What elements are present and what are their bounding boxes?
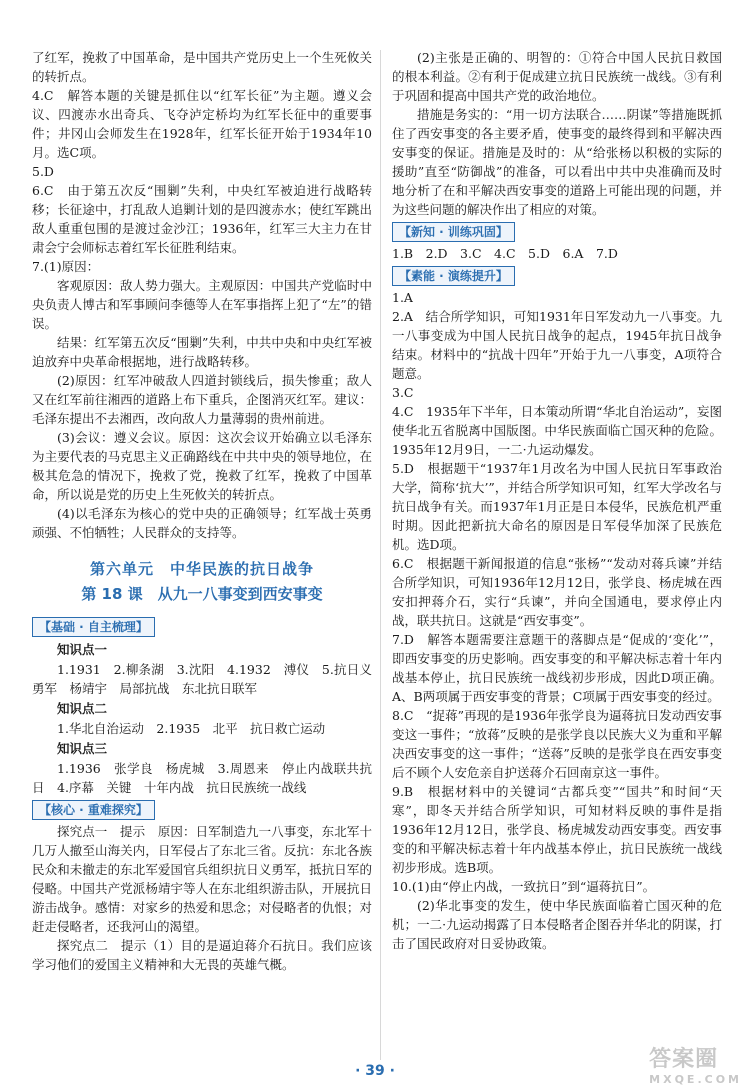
section-tag-core: 【核心 · 重难探究】 (32, 800, 155, 820)
section-tag-practice: 【新知 · 训练巩固】 (392, 222, 515, 242)
answer-line: 2.A 结合所学知识，可知1931年日军发动九一八事变。九一八事变成为中国人民抗日战争的起点，1945年抗日战争结束。材料中的“抗战十四年”开始于九一八事变，A项符合题意。 (392, 309, 722, 381)
answer-line: 7.D 解答本题需要注意题干的落脚点是“促成的‘变化’”，即西安事变的历史影响。西安事变的和平解决标志着十年内战基本停止，抗日民族统一战线初步形成，因此D项正确。A、B两项属于西安事变的背景；C项属于西安事变的经过。 (392, 632, 722, 704)
exploration-answer: 探究点二 提示（1）目的是逼迫蒋介石抗日。我们应该学习他们的爱国主义精神和大无畏的英雄气概。 (32, 938, 372, 972)
knowledge-point-answers: 1.华北自治运动 2.1935 北平 抗日救亡运动 (57, 721, 326, 736)
knowledge-point-heading: 知识点三 (57, 741, 108, 756)
section-tag-basic: 【基础 · 自主梳理】 (32, 617, 155, 637)
answer-line: 措施是务实的：“用一切方法联合……阴谋”等措施既抓住了西安事变的各主要矛盾，使事变的最终得到和平解决西安事变的保证。措施是及时的：从“给张杨以积极的实际的援助”直至“防御战”的准备，可以看出中共中央准确而及时地分析了在和平解决西安事变的道路上可能出现的问题，并为这些问题的解决作出了相应的对策。 (392, 107, 722, 217)
watermark-logo (649, 1042, 742, 1086)
answer-line: (4)以毛泽东为核心的党中央的正确领导；红军战士英勇顽强、不怕牺牲；人民群众的支持等。 (32, 506, 372, 540)
knowledge-point-answers: 1.1931 2.柳条湖 3.沈阳 4.1932 溥仪 5.抗日义勇军 杨靖宇 局部抗战 东北抗日联军 (32, 662, 372, 696)
left-column (32, 48, 372, 974)
answer-line: 5.D (32, 164, 54, 179)
lesson-title: 第 18 课 从九一八事变到西安事变 (81, 585, 323, 603)
answer-line: 5.D 根据题干“1937年1月改名为中国人民抗日军事政治大学，简称‘抗大’”，并结合所学知识可知，红军大学改名与抗日战争有关。而1937年1月正是日本侵华，民族危机严重时期。因此把新抗大命名的原因是日军侵华加深了民族危机。选D项。 (392, 461, 722, 552)
exploration-answer: 探究点一 提示 原因：日军制造九一八事变，东北军十几万人撤至山海关内，日军侵占了东北三省。反抗：东北各族民众和未撤走的东北军爱国官兵组织抗日义勇军，抵抗日军的侵略。中国共产党派杨靖宇等人在东北组织游击队，开展抗日游击战争。感情：对家乡的热爱和思念；对侵略者的仇恨；对赶走侵略者，还我河山的渴望。 (32, 824, 372, 934)
answer-line: (3)会议：遵义会议。原因：这次会议开始确立以毛泽东为主要代表的马克思主义正确路线在中共中央的领导地位，在极其危急的情况下，挽救了党，挽救了红军，挽救了中国革命，所以说是党的历史上生死攸关的转折点。 (32, 430, 372, 502)
answer-line: 客观原因：敌人势力强大。主观原因：中国共产党临时中央负责人博古和军事顾问李德等人在军事指挥上犯了“左”的错误。 (32, 278, 372, 331)
watermark-text: 答案圈 (649, 1047, 719, 1072)
knowledge-point-heading: 知识点一 (57, 642, 108, 657)
answer-line: 10.(1)由“停止内战，一致抗日”到“逼蒋抗日”。 (392, 879, 656, 894)
answer-line: 9.B 根据材料中的关键词“古都兵变”“国共”和时间“天寒”，即冬天并结合所学知识，可知材料反映的事件是指1936年12月12日，张学良、杨虎城发动西安事变。西安事变的和平解决标志着十年内战基本停止，抗日民族统一战线初步形成。选B项。 (392, 784, 722, 875)
page-number: · 39 · (355, 1063, 395, 1079)
answer-line: 3.C (392, 385, 414, 400)
answer-line: 6.C 由于第五次反“围剿”失利，中央红军被迫进行战略转移；长征途中，打乱敌人追剿计划的是四渡赤水；使红军跳出敌人重重包围的是渡过金沙江；1936年，红军三大主力在甘肃会宁会师标志着红军长征胜利结束。 (32, 183, 372, 255)
answer-line: (2)主张是正确的、明智的：①符合中国人民抗日救国的根本利益。②有利于促成建立抗日民族统一战线。③有利于巩固和提高中国共产党的政治地位。 (392, 50, 722, 103)
answer-line: 结果：红军第五次反“围剿”失利，中共中央和中央红军被迫放弃中央革命根据地，进行战略转移。 (32, 335, 372, 369)
right-column (392, 48, 722, 953)
answer-line: 1.A (392, 290, 413, 305)
answer-line: (2)原因：红军冲破敌人四道封锁线后，损失惨重；敌人又在红军前往湘西的道路上布下重兵，企图消灭红军。建议：毛泽东提出不去湘西，改向敌人力量薄弱的贵州前进。 (32, 373, 372, 426)
answer-line: 6.C 根据题干新闻报道的信息“张杨”“发动对蒋兵谏”并结合所学知识，可知1936年12月12日，张学良、杨虎城在西安扣押蒋介石，实行“兵谏”，并向全国通电，要求停止内战，联共抗日。这就是“西安事变”。 (392, 556, 722, 628)
unit-title: 第六单元 中华民族的抗日战争 (89, 560, 314, 578)
knowledge-point-answers: 1.1936 张学良 杨虎城 3.周恩来 停止内战联共抗日 4.序幕 关键 十年内战 抗日民族统一战线 (32, 761, 372, 795)
answer-line: 7.(1)原因： (32, 259, 100, 274)
section-tag-advanced: 【素能 · 演练提升】 (392, 266, 515, 286)
watermark-url: MXQE.COM (649, 1073, 742, 1086)
answer-line: (2)华北事变的发生，使中华民族面临着亡国灭种的危机；一二·九运动揭露了日本侵略者企图吞并华北的阴谋，打击了国民政府对日妥协政策。 (392, 898, 722, 951)
answer-line: 4.C 1935年下半年，日本策动所谓“华北自治运动”，妄图使华北五省脱离中国版图。中华民族面临亡国灭种的危险。1935年12月9日，一二·九运动爆发。 (392, 404, 722, 457)
answer-line: 了红军，挽救了中国革命，是中国共产党历史上一个生死攸关的转折点。 (32, 50, 372, 84)
answer-key-row: 1.B 2.D 3.C 4.C 5.D 6.A 7.D (392, 246, 618, 261)
knowledge-point-heading: 知识点二 (57, 701, 108, 716)
answer-line: 4.C 解答本题的关键是抓住以“红军长征”为主题。遵义会议、四渡赤水出奇兵、飞夺泸定桥均为红军长征中的重要事件；井冈山会师发生在1928年，红军长征开始于1934年10月。选C项。 (32, 88, 372, 160)
column-divider (380, 50, 381, 1060)
answer-line: 8.C “捉蒋”再现的是1936年张学良为逼蒋抗日发动西安事变这一事件；“放蒋”反映的是张学良以民族大义为重和平解决西安事变的这一事件；“送蒋”反映的是张学良在西安事变后不顾个人安危亲自护送蒋介石回南京这一事件。 (392, 708, 722, 780)
